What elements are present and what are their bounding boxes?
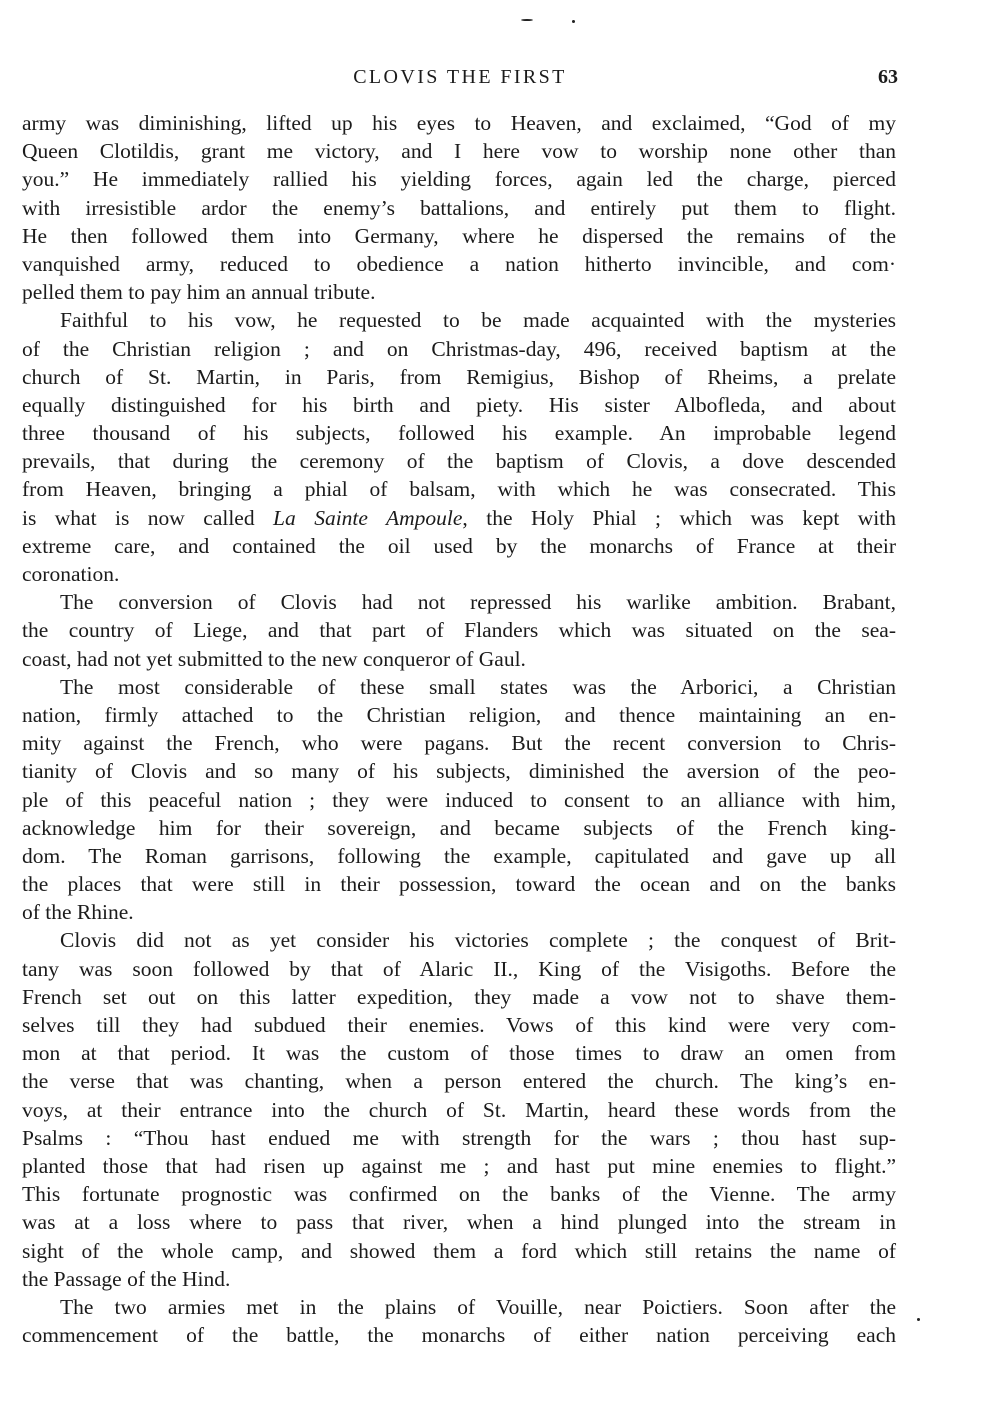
text-line: the verse that was chanting, when a person entered the church. The king’s en-	[22, 1069, 896, 1094]
text-line: He then followed them into Germany, where he dispersed the remains of the	[22, 223, 896, 248]
text-line: Clovis did not as yet consider his victories complete ; the conquest of Brit-	[60, 928, 896, 953]
text-line: Psalms : “Thou hast endued me with strength for the wars ; thou hast sup-	[22, 1125, 896, 1150]
text-line: planted those that had risen up against me ; and hast put mine enemies to flight.”	[22, 1153, 896, 1178]
text-line: coronation.	[22, 562, 120, 586]
text-line: extreme care, and contained the oil used by the monarchs of France at their	[22, 533, 896, 558]
text-line: pelled them to pay him an annual tribute.	[22, 280, 376, 305]
paragraph	[22, 926, 896, 1292]
text-line: tianity of Clovis and so many of his subjects, diminished the aversion of the peo-	[22, 759, 896, 784]
text-segment: is what is now called	[22, 505, 274, 530]
text-line: of the Christian religion ; and on Christmas-day, 496, received baptism at the	[22, 336, 896, 361]
ink-speck	[917, 1318, 920, 1321]
text-line: was at a loss where to pass that river, when a hind plunged into the stream in	[22, 1210, 896, 1235]
page-number: 63	[878, 66, 898, 88]
text-line: nation, firmly attached to the Christian religion, and thence maintaining an en-	[22, 702, 896, 727]
text-line: The most considerable of these small states was the Arborici, a Christian	[60, 674, 896, 699]
running-title: CLOVIS THE FIRST	[353, 66, 567, 88]
text-line: coast, had not yet submitted to the new conqueror of Gaul.	[22, 646, 526, 671]
text-line: tany was soon followed by that of Alaric II., King of the Visigoths. Before the	[22, 956, 896, 981]
text-line: mity against the French, who were pagans. But the recent conversion to Chris-	[22, 731, 896, 756]
text-line: prevails, that during the ceremony of the baptism of Clovis, a dove descended	[22, 449, 896, 474]
text-line: selves till they had subdued their enemies. Vows of this kind were very com-	[22, 1013, 896, 1037]
running-header	[22, 62, 898, 92]
text-line: Faithful to his vow, he requested to be made acquainted with the mysteries	[60, 308, 896, 333]
paragraph	[22, 306, 896, 588]
ink-speck	[521, 19, 533, 21]
text-line: ple of this peaceful nation ; they were induced to consent to an alliance with him,	[22, 787, 896, 812]
text-line	[22, 504, 896, 532]
paragraph	[22, 109, 896, 306]
text-line: the places that were still in their possession, toward the ocean and on the banks	[22, 872, 896, 897]
text-line: from Heaven, bringing a phial of balsam, with which he was consecrated. This	[22, 477, 896, 502]
text-line: the country of Liege, and that part of Flanders which was situated on the sea-	[22, 618, 896, 643]
text-line: This fortunate prognostic was confirmed on the banks of the Vienne. The army	[22, 1182, 896, 1207]
text-line: equally distinguished for his birth and piety. His sister Albofleda, and about	[22, 392, 896, 417]
text-line: sight of the whole camp, and showed them a ford which still retains the name of	[22, 1238, 896, 1263]
paragraph	[22, 1293, 896, 1349]
text-line: The two armies met in the plains of Vouille, near Poictiers. Soon after the	[60, 1294, 896, 1319]
text-line: acknowledge him for their sovereign, and became subjects of the French king-	[22, 815, 896, 840]
body-text	[22, 109, 896, 1349]
text-line: French set out on this latter expedition, they made a vow not to shave them-	[22, 984, 896, 1009]
text-line: you.” He immediately rallied his yielding forces, again led the charge, pierced	[22, 167, 896, 192]
text-line: vanquished army, reduced to obedience a nation hitherto invincible, and com·	[22, 251, 896, 276]
text-line: dom. The Roman garrisons, following the example, capitulated and gave up all	[22, 843, 896, 868]
ink-speck	[572, 20, 575, 23]
text-line: the Passage of the Hind.	[22, 1266, 231, 1291]
text-line: of the Rhine.	[22, 900, 134, 925]
text-line: Queen Clotildis, grant me victory, and I here vow to worship none other than	[22, 139, 896, 164]
text-line: mon at that period. It was the custom of those times to draw an omen from	[22, 1041, 896, 1066]
text-segment: , the Holy Phial ; which was kept with	[462, 505, 897, 530]
text-line: with irresistible ardor the enemy’s battalions, and entirely put them to flight.	[22, 195, 896, 220]
text-line: commencement of the battle, the monarchs of either nation perceiving each	[22, 1323, 896, 1348]
italic-title: La Sainte Ampoule	[273, 505, 463, 530]
text-line: army was diminishing, lifted up his eyes to Heaven, and exclaimed, “God of my	[22, 111, 896, 135]
text-line: three thousand of his subjects, followed his example. An improbable legend	[22, 421, 896, 446]
paragraph	[22, 588, 896, 673]
paragraph	[22, 673, 896, 927]
text-line: The conversion of Clovis had not repressed his warlike ambition. Brabant,	[60, 590, 896, 615]
text-line: church of St. Martin, in Paris, from Remigius, Bishop of Rheims, a prelate	[22, 364, 896, 389]
text-line: voys, at their entrance into the church of St. Martin, heard these words from the	[22, 1097, 896, 1122]
